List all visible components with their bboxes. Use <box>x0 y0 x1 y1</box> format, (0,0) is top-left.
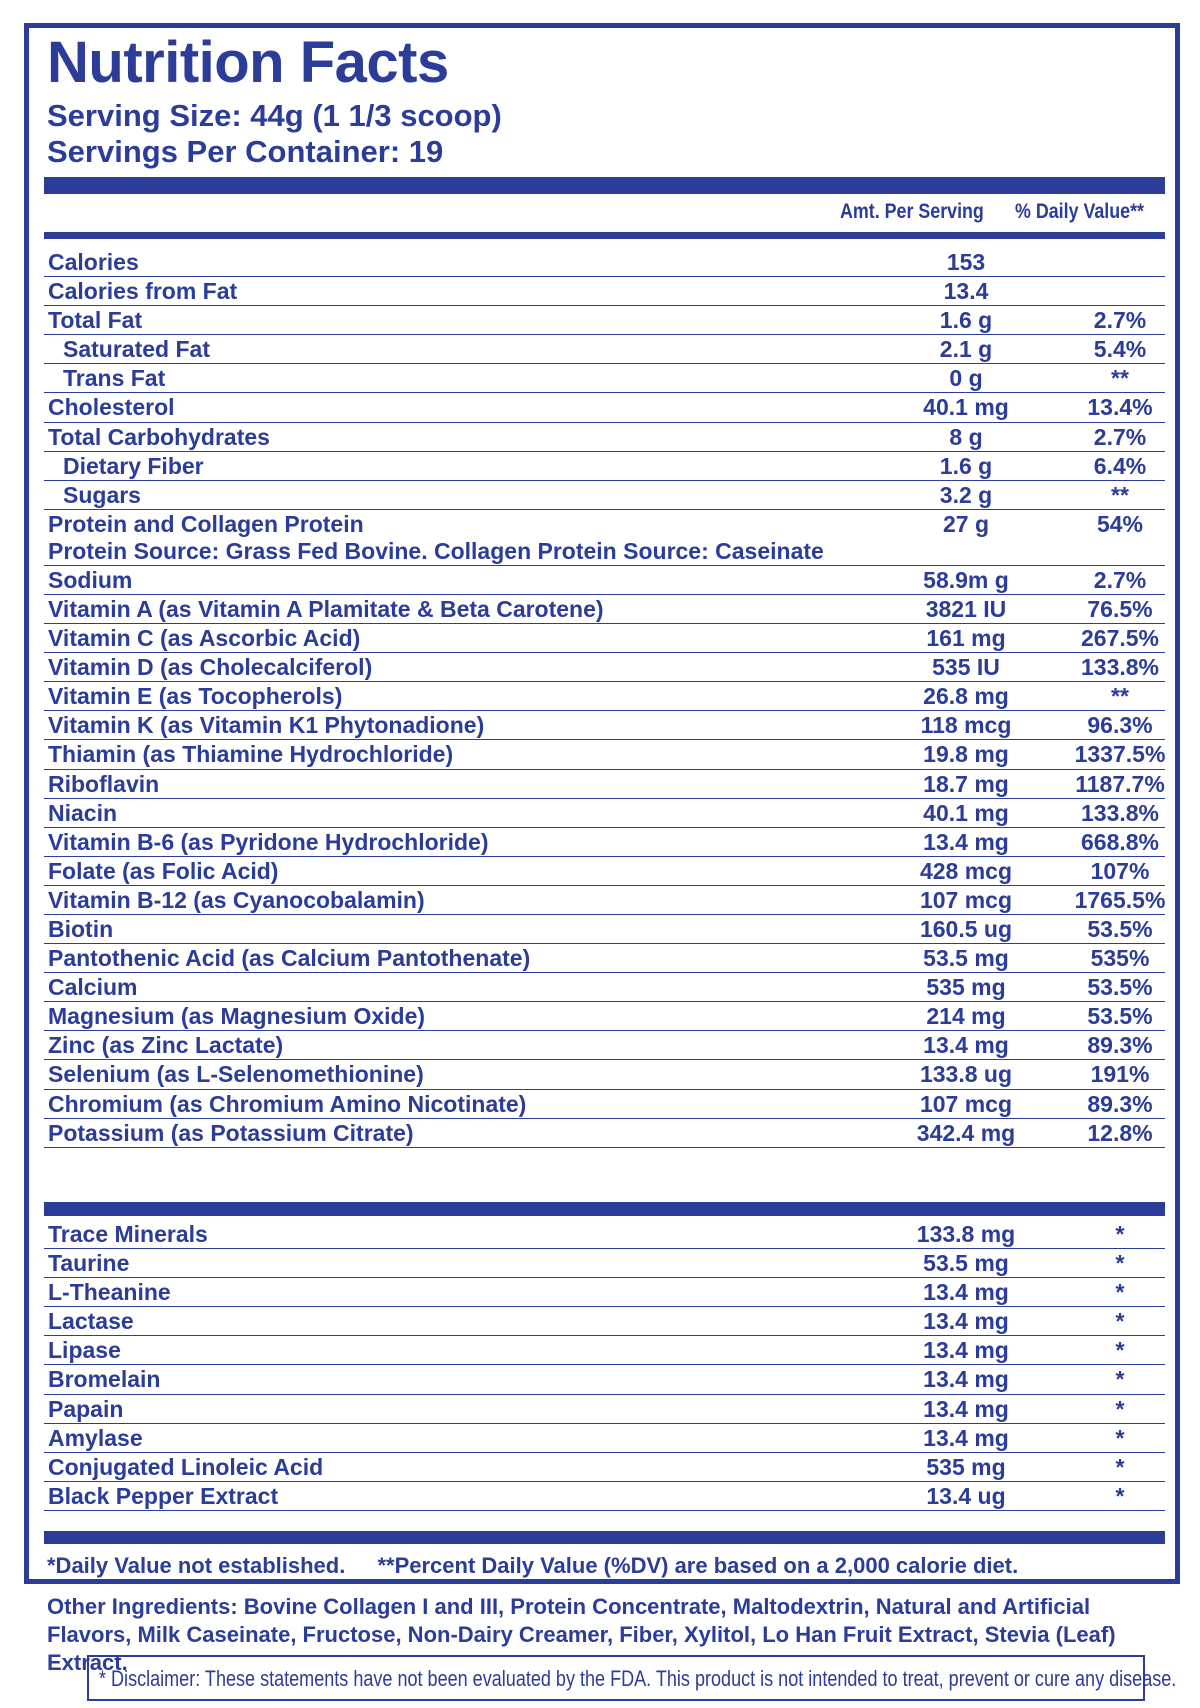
nutrient-name: Amylase <box>48 1424 143 1451</box>
nutrient-daily-value: 2.7% <box>1093 307 1147 334</box>
nutrient-name: Bromelain <box>48 1366 161 1393</box>
nutrient-amount: 13.4 mg <box>923 1032 1009 1059</box>
nutrient-row <box>44 1453 1165 1482</box>
nutrient-name: Vitamin C (as Ascorbic Acid) <box>48 625 361 652</box>
nutrient-name: Trans Fat <box>63 365 166 392</box>
nutrient-amount: 3821 IU <box>925 595 1007 622</box>
header-divider <box>44 232 1165 239</box>
nutrient-amount: 58.9m g <box>923 566 1009 593</box>
nutrient-daily-value: 668.8% <box>1080 828 1160 855</box>
nutrient-name: Vitamin K (as Vitamin K1 Phytonadione) <box>48 712 485 739</box>
nutrient-name: L-Theanine <box>48 1279 171 1306</box>
nutrient-amount: 1.6 g <box>939 452 993 479</box>
nutrient-name: Vitamin B-12 (as Cyanocobalamin) <box>48 886 425 913</box>
nutrient-amount: 0 g <box>949 365 983 392</box>
nutrient-name: Papain <box>48 1395 124 1422</box>
nutrient-row <box>44 1482 1165 1511</box>
nutrient-row <box>44 711 1165 740</box>
nutrient-daily-value: 191% <box>1090 1061 1150 1088</box>
nutrient-note: Protein Source: Grass Fed Bovine. Collagen Protein Source: Caseinate <box>48 537 824 564</box>
nutrient-amount: 214 mg <box>926 1003 1006 1030</box>
nutrient-daily-value: ** <box>1111 481 1129 508</box>
nutrient-name: Sugars <box>63 481 141 508</box>
nutrient-name: Pantothenic Acid (as Calcium Pantothenate) <box>48 945 531 972</box>
nutrient-daily-value: 1765.5% <box>1074 886 1166 913</box>
nutrient-row <box>44 799 1165 828</box>
nutrient-name: Total Carbohydrates <box>48 423 270 450</box>
nutrient-name: Chromium (as Chromium Amino Nicotinate) <box>48 1090 527 1117</box>
nutrient-row <box>44 335 1165 364</box>
nutrient-name: Riboflavin <box>48 770 160 797</box>
nutrient-amount: 107 mcg <box>919 886 1013 913</box>
nutrient-amount: 19.8 mg <box>923 741 1009 768</box>
label-title: Nutrition Facts <box>47 30 449 95</box>
nutrient-row <box>44 1278 1165 1307</box>
nutrient-daily-value: 133.8% <box>1080 654 1160 681</box>
nutrient-row <box>44 1365 1165 1394</box>
nutrient-amount: 13.4 mg <box>923 1337 1009 1364</box>
nutrient-amount: 3.2 g <box>939 481 993 508</box>
nutrient-amount: 13.4 ug <box>926 1482 1006 1509</box>
nutrient-daily-value: 96.3% <box>1087 712 1153 739</box>
nutrient-amount: 13.4 mg <box>923 1279 1009 1306</box>
nutrient-daily-value: * <box>1115 1221 1125 1247</box>
nutrient-name: Dietary Fiber <box>63 452 204 479</box>
nutrient-amount: 428 mcg <box>919 857 1013 884</box>
nutrient-row <box>44 1249 1165 1278</box>
nutrient-row <box>44 1060 1165 1089</box>
nutrient-amount: 342.4 mg <box>916 1119 1016 1146</box>
nutrient-amount: 13.4 mg <box>923 1366 1009 1393</box>
nutrient-name: Zinc (as Zinc Lactate) <box>48 1032 284 1059</box>
nutrient-daily-value: 2.7% <box>1093 423 1147 450</box>
nutrient-name: Calories from Fat <box>48 278 238 305</box>
nutrient-amount: 535 IU <box>932 654 1000 681</box>
nutrient-name: Black Pepper Extract <box>48 1482 279 1509</box>
nutrient-name: Total Fat <box>48 307 143 334</box>
nutrient-daily-value: 133.8% <box>1080 799 1160 826</box>
nutrient-daily-value: 53.5% <box>1087 1003 1153 1030</box>
nutrient-amount: 535 mg <box>926 1453 1006 1480</box>
nutrient-row <box>44 1307 1165 1336</box>
nutrient-row <box>44 624 1165 653</box>
column-header-daily-value: % Daily Value** <box>1015 200 1144 223</box>
nutrient-name: Vitamin E (as Tocopherols) <box>48 683 343 710</box>
footnotes <box>47 1553 1044 1579</box>
nutrient-amount: 118 mcg <box>920 712 1012 739</box>
nutrient-row <box>44 1002 1165 1031</box>
nutrient-name: Biotin <box>48 915 114 942</box>
nutrient-row <box>44 740 1165 769</box>
serving-size: Serving Size: 44g (1 1/3 scoop) <box>47 98 502 133</box>
nutrient-daily-value: 13.4% <box>1087 394 1153 421</box>
nutrient-row <box>44 1395 1165 1424</box>
nutrient-daily-value: 89.3% <box>1087 1090 1153 1117</box>
nutrient-amount: 133.8 ug <box>919 1061 1013 1088</box>
bottom-divider <box>44 1531 1165 1544</box>
nutrient-row <box>44 1119 1165 1148</box>
nutrient-amount: 53.5 mg <box>923 1250 1009 1277</box>
column-header-amount: Amt. Per Serving <box>840 200 984 223</box>
nutrient-name: Niacin <box>48 799 118 826</box>
nutrient-daily-value: 2.7% <box>1093 566 1147 593</box>
nutrient-amount: 13.4 mg <box>923 1308 1009 1335</box>
nutrient-daily-value: ** <box>1111 683 1129 710</box>
nutrient-row <box>44 393 1165 422</box>
footnote-dv-not-established: *Daily Value not established. <box>47 1553 346 1578</box>
nutrient-name: Magnesium (as Magnesium Oxide) <box>48 1003 426 1030</box>
nutrient-name: Selenium (as L-Selenomethionine) <box>48 1061 424 1088</box>
nutrient-row <box>44 944 1165 973</box>
nutrient-name: Lactase <box>48 1308 134 1335</box>
nutrient-row <box>44 828 1165 857</box>
nutrient-amount: 18.7 mg <box>923 770 1009 797</box>
nutrient-row <box>44 1220 1165 1249</box>
nutrient-amount: 107 mcg <box>919 1090 1013 1117</box>
nutrient-daily-value: 1337.5% <box>1074 741 1166 768</box>
nutrient-daily-value: * <box>1115 1250 1125 1277</box>
nutrient-row <box>44 682 1165 711</box>
nutrient-daily-value: 53.5% <box>1087 915 1153 942</box>
nutrient-row <box>44 277 1165 306</box>
nutrient-amount: 1.6 g <box>939 307 993 334</box>
nutrient-daily-value: ** <box>1111 365 1129 392</box>
nutrient-name: Thiamin (as Thiamine Hydrochloride) <box>48 741 454 768</box>
nutrient-daily-value: * <box>1115 1308 1125 1335</box>
nutrient-amount: 40.1 mg <box>923 799 1009 826</box>
nutrient-daily-value: 89.3% <box>1087 1032 1153 1059</box>
nutrient-row <box>44 770 1165 799</box>
nutrient-row <box>44 1090 1165 1119</box>
nutrient-daily-value: 5.4% <box>1093 336 1147 363</box>
other-ingredients: Other Ingredients: Bovine Collagen I and III, Protein Concentrate, Maltodextrin, Natural and Artificial Flavors, Milk Caseinate, Fructose, Non-Dairy Creamer, Fiber, Xylitol, Lo Han Fruit Extract, Stevia (Leaf) Extract. <box>47 1594 1116 1675</box>
nutrient-amount: 535 mg <box>926 974 1006 1001</box>
nutrient-name: Lipase <box>48 1337 121 1364</box>
nutrient-amount: 26.8 mg <box>923 683 1009 710</box>
nutrient-daily-value: * <box>1115 1482 1125 1509</box>
nutrient-amount: 161 mg <box>926 625 1006 652</box>
nutrient-row <box>44 857 1165 886</box>
nutrient-amount: 133.8 mg <box>916 1221 1016 1247</box>
nutrient-row <box>44 595 1165 624</box>
nutrient-daily-value: 1187.7% <box>1075 770 1165 797</box>
nutrient-amount: 160.5 ug <box>919 915 1013 942</box>
nutrient-daily-value: * <box>1115 1453 1125 1480</box>
servings-per-container: Servings Per Container: 19 <box>47 134 444 169</box>
nutrient-row <box>44 973 1165 1002</box>
nutrients-table <box>44 248 1165 1148</box>
nutrient-name: Sodium <box>48 566 133 593</box>
nutrient-name: Vitamin A (as Vitamin A Plamitate & Beta Carotene) <box>48 595 604 622</box>
nutrient-amount: 13.4 mg <box>923 828 1009 855</box>
nutrient-amount: 153 <box>946 249 986 275</box>
nutrient-row <box>44 653 1165 682</box>
nutrient-daily-value: 53.5% <box>1087 974 1153 1001</box>
nutrient-row <box>44 452 1165 481</box>
nutrient-row <box>44 886 1165 915</box>
disclaimer-text: * Disclaimer: These statements have not been evaluated by the FDA. This product is not intended to treat, prevent or cure any disease. <box>99 1666 1177 1691</box>
nutrient-daily-value: 12.8% <box>1087 1119 1153 1146</box>
nutrient-row <box>44 1424 1165 1453</box>
nutrient-name: Conjugated Linoleic Acid <box>48 1453 324 1480</box>
nutrient-name: Protein and Collagen Protein <box>48 510 364 537</box>
nutrient-row <box>44 248 1165 277</box>
nutrient-amount: 2.1 g <box>939 336 993 363</box>
nutrient-name: Taurine <box>48 1250 130 1277</box>
nutrient-amount: 8 g <box>949 423 983 450</box>
nutrient-name: Vitamin D (as Cholecalciferol) <box>48 654 373 681</box>
nutrient-name: Cholesterol <box>48 394 175 421</box>
nutrient-name: Vitamin B-6 (as Pyridone Hydrochloride) <box>48 828 489 855</box>
nutrient-row <box>44 566 1165 595</box>
nutrient-row <box>44 915 1165 944</box>
section-divider <box>44 1202 1165 1216</box>
nutrient-row <box>44 306 1165 335</box>
nutrient-row <box>44 1336 1165 1365</box>
nutrient-daily-value: 54% <box>1096 510 1144 537</box>
nutrient-row <box>44 423 1165 452</box>
nutrient-amount: 13.4 mg <box>923 1424 1009 1451</box>
disclaimer-box <box>87 1655 1177 1701</box>
nutrient-row <box>44 1031 1165 1060</box>
nutrient-name: Calcium <box>48 974 138 1001</box>
nutrient-daily-value: * <box>1115 1279 1125 1306</box>
nutrient-daily-value: 76.5% <box>1087 595 1153 622</box>
footnote-percent-dv: **Percent Daily Value (%DV) are based on a 2,000 calorie diet. <box>377 1553 1019 1578</box>
nutrient-row <box>44 510 1165 566</box>
nutrient-row <box>44 364 1165 393</box>
nutrient-name: Folate (as Folic Acid) <box>48 857 279 884</box>
nutrient-daily-value: 107% <box>1090 857 1150 884</box>
nutrient-amount: 27 g <box>942 510 990 537</box>
nutrient-amount: 53.5 mg <box>923 945 1009 972</box>
nutrient-daily-value: * <box>1115 1337 1125 1364</box>
nutrient-daily-value: * <box>1115 1395 1125 1422</box>
nutrient-row <box>44 481 1165 510</box>
nutrient-daily-value: * <box>1115 1424 1125 1451</box>
nutrient-amount: 13.4 <box>943 278 989 305</box>
nutrient-daily-value: 6.4% <box>1093 452 1147 479</box>
nutrient-daily-value: 535% <box>1090 945 1150 972</box>
nutrient-daily-value: * <box>1115 1366 1125 1393</box>
thick-divider <box>44 177 1165 194</box>
nutrient-amount: 40.1 mg <box>923 394 1009 421</box>
nutrient-amount: 13.4 mg <box>923 1395 1009 1422</box>
nutrient-daily-value: 267.5% <box>1080 625 1160 652</box>
nutrient-name: Calories <box>48 249 139 275</box>
nutrient-name: Potassium (as Potassium Citrate) <box>48 1119 414 1146</box>
other-nutrients-table <box>44 1220 1165 1511</box>
nutrient-name: Saturated Fat <box>63 336 210 363</box>
nutrient-name: Trace Minerals <box>48 1221 208 1247</box>
